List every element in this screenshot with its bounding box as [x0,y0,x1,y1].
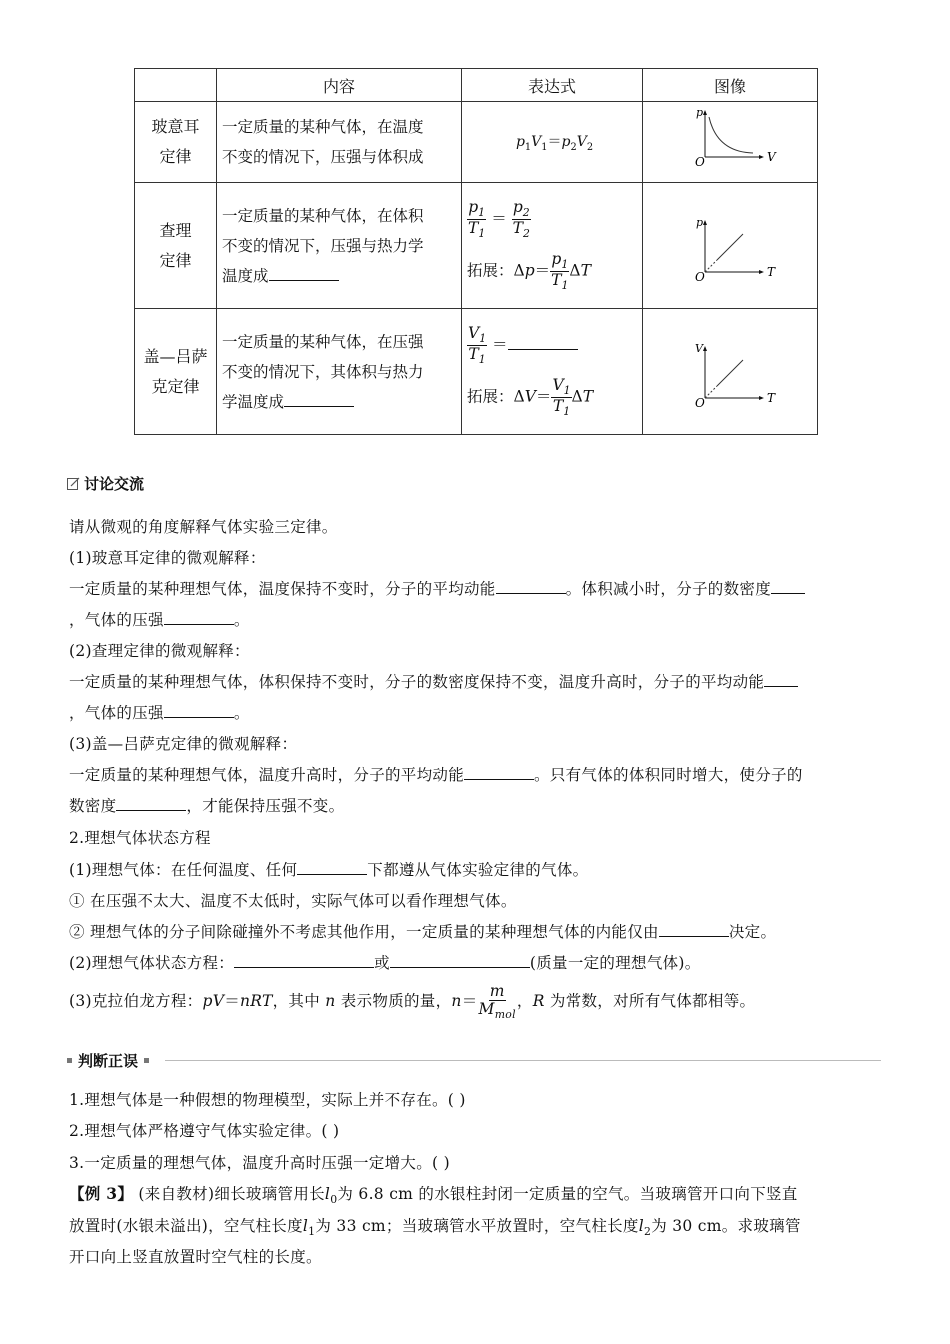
answer-blank[interactable] [764,671,798,688]
table-header-row [135,69,818,102]
example-line2: 放置时(水银未溢出)，空气柱长度$l_1$为 33 cm；当玻璃管水平放置时，空气柱长度$l_2$为 30 cm。求玻璃管 [69,1217,801,1239]
judge-item-3: 3.一定质量的理想气体，温度升高时压强一定增大。( ) [69,1154,450,1172]
boyle-micro-line2: ，气体的压强 。 [69,608,250,630]
graph-charles [643,183,818,309]
answer-blank[interactable] [659,921,729,938]
law-name-charles: 查理 定律 [135,183,217,309]
answer-blank[interactable] [508,333,578,350]
law-expression-boyle: $p_1V_1=p_2V_2$ [462,102,643,183]
judge-heading: 判断正误 [67,1050,149,1071]
judge-item-1: 1.理想气体是一种假想的物理模型，实际上并不存在。( ) [69,1091,466,1109]
law-content-boyle: 一定质量的某种气体，在温度 不变的情况下，压强与体积成 [217,102,462,183]
table-row-gay-lussac [135,309,818,435]
boyle-micro-line1: 一定质量的某种理想气体，温度保持不变时，分子的平均动能 。体积减小时，分子的数密度 [69,577,805,599]
answer-blank[interactable] [464,764,534,781]
header-graph: 图像 [643,69,818,102]
axis-y-label: p [696,106,704,119]
answer-blank[interactable] [284,390,354,407]
law-content-charles: 一定质量的某种气体，在体积 不变的情况下，压强与热力学 温度成 [217,183,462,309]
table-row-charles [135,183,818,309]
judge-item-2: 2.理想气体严格遵守气体实验定律。( ) [69,1122,340,1140]
square-bullet-icon [67,1058,72,1063]
origin-label: O [695,269,705,284]
charles-micro-line1: 一定质量的某种理想气体，体积保持不变时，分子的数密度保持不变，温度升高时，分子的平均动能 [69,670,798,692]
gay-lussac-micro-heading: (3)盖—吕萨克定律的微观解释： [69,735,298,753]
graph-gay-lussac [643,309,818,435]
axis-x-label: V [767,150,776,164]
boyle-micro-heading: (1)玻意耳定律的微观解释： [69,549,266,567]
table-row-boyle [135,102,818,183]
boyle-isotherm-graph [643,102,818,178]
axis-x-label: T [767,264,776,279]
header-expression: 表达式 [462,69,643,102]
judge-divider [165,1060,881,1061]
example-line1: 【例 3】 (来自教材)细长玻璃管用长$l_0$为 6.8 cm 的水银柱封闭一定质量的空气。当玻璃管开口向下竖直 [69,1184,798,1207]
answer-blank[interactable] [496,578,566,595]
answer-blank[interactable] [164,609,234,626]
answer-blank[interactable] [390,952,530,969]
edit-icon [67,477,80,490]
axis-y-label: p [696,215,704,229]
law-content-gay-lussac: 一定质量的某种气体，在压强 不变的情况下，其体积与热力 学温度成 [217,309,462,435]
charles-isochore-graph [643,194,818,294]
origin-label: O [695,395,705,410]
square-bullet-icon [144,1058,149,1063]
gas-law-table [134,68,818,435]
ideal-gas-heading: 2.理想气体状态方程 [69,829,211,847]
charles-micro-line2: ，气体的压强 。 [69,701,250,723]
answer-blank[interactable] [116,795,186,812]
answer-blank[interactable] [771,578,805,595]
ideal-gas-note2: ② 理想气体的分子间除碰撞外不考虑其他作用，一定质量的某种理想气体的内能仅由 决定。 [69,920,776,942]
origin-label: O [695,155,705,169]
clapeyron-line: (3)克拉伯龙方程：pV＝nRT，其中 n 表示物质的量，n＝ $\frac{m}{M_{mol}}$ ，R 为常数，对所有气体都相等。 [69,982,756,1022]
answer-blank[interactable] [164,702,234,719]
gay-lussac-micro-line1: 一定质量的某种理想气体，温度升高时，分子的平均动能 。只有气体的体积同时增大，使分子的 [69,763,803,785]
charles-micro-heading: (2)查理定律的微观解释： [69,642,250,660]
example-line3: 开口向上竖直放置时空气柱的长度。 [69,1248,322,1266]
discussion-heading: 讨论交流 [67,473,144,494]
ideal-gas-note1: ① 在压强不太大、温度不太低时，实际气体可以看作理想气体。 [69,892,517,910]
gay-lussac-isobar-graph [643,320,818,420]
answer-blank[interactable] [297,859,367,876]
axis-x-label: T [767,390,776,405]
gay-lussac-micro-line2: 数密度 ，才能保持压强不变。 [69,794,344,816]
discussion-intro: 请从微观的角度解释气体实验三定律。 [69,518,338,536]
ideal-gas-definition: (1)理想气体：在任何温度、任何 下都遵从气体实验定律的气体。 [69,858,588,880]
graph-boyle [643,102,818,183]
answer-blank[interactable] [269,264,339,281]
axis-y-label: V [695,341,703,355]
law-name-boyle: 玻意耳 定律 [135,102,217,183]
answer-blank[interactable] [234,952,374,969]
law-expression-gay-lussac: $\frac{V_1}{T_1}$ ＝ 拓展：ΔV＝ $\frac{V_1}{T_1}$ ΔT [462,309,643,435]
law-name-gay-lussac: 盖—吕萨 克定律 [135,309,217,435]
state-equation-line: (2)理想气体状态方程： 或 (质量一定的理想气体)。 [69,951,701,973]
header-content: 内容 [217,69,462,102]
header-empty [135,69,217,102]
law-expression-charles: $\frac{p_1}{T_1}$ ＝ $\frac{p_2}{T_2}$ 拓展：Δp＝ $\frac{p_1}{T_1}$ ΔT [462,183,643,309]
